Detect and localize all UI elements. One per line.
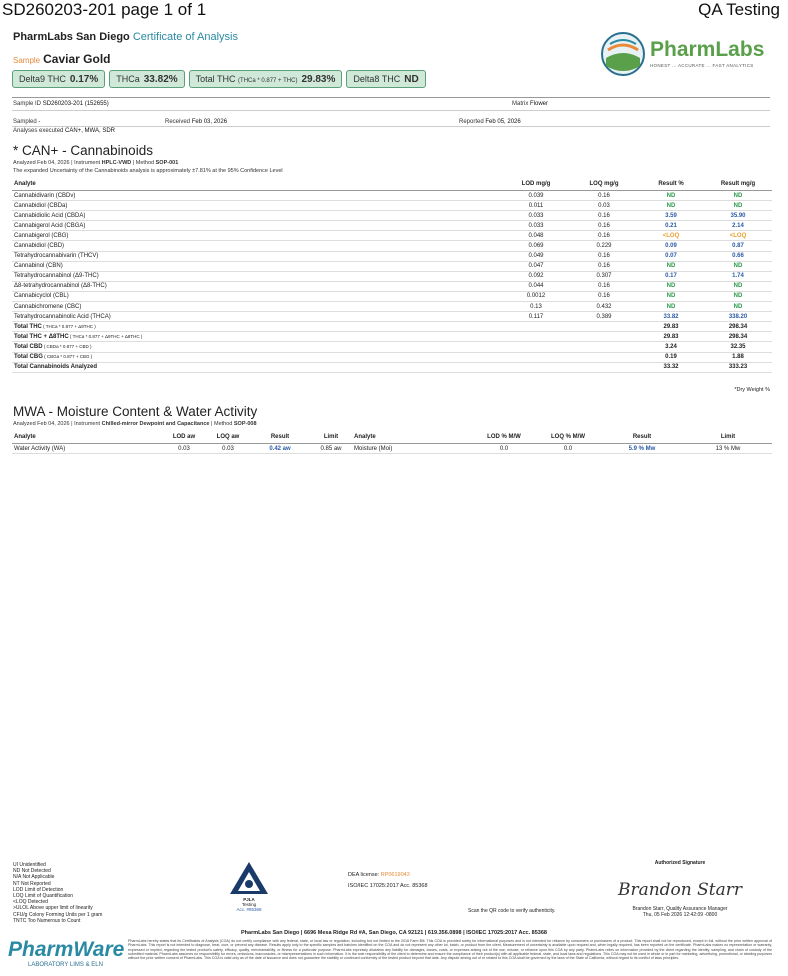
result-percent: ND bbox=[638, 302, 704, 312]
lod-value bbox=[502, 322, 570, 332]
pjla-sub: Testing bbox=[241, 902, 257, 907]
table-row bbox=[12, 291, 772, 301]
mwa-cell: 0.42 aw bbox=[250, 444, 310, 454]
pill-label: Delta9 THC bbox=[19, 74, 66, 84]
loq-value bbox=[570, 352, 638, 362]
signature-script: Brandon Starr bbox=[617, 880, 743, 900]
dry-weight-note: *Dry Weight % bbox=[734, 387, 770, 393]
table-row bbox=[12, 281, 772, 291]
total-row bbox=[12, 332, 772, 342]
sample-id bbox=[13, 101, 109, 107]
lab-name: PharmLabs San Diego bbox=[13, 31, 130, 43]
loq-value: 0.16 bbox=[570, 281, 638, 291]
mwa-cell: 0.03 bbox=[206, 444, 250, 454]
mwa-cell: Moisture (Moi) bbox=[352, 444, 472, 454]
analyte-name: Tetrahydrocannabivarin (THCV) bbox=[12, 251, 502, 261]
mwa-cell: 0.0 bbox=[472, 444, 536, 454]
potency-pill bbox=[109, 70, 184, 88]
mwa-instrument-label: Instrument bbox=[74, 421, 101, 427]
mwa-cell: 0.0 bbox=[536, 444, 600, 454]
divider bbox=[12, 97, 770, 98]
can-instrument: HPLC-VWD bbox=[101, 160, 132, 166]
result-percent: ND bbox=[638, 281, 704, 291]
total-name: Total THC bbox=[14, 323, 42, 330]
total-formula: ( THCa * 0.877 + Δ9THC ) bbox=[41, 323, 96, 329]
total-percent: 29.83 bbox=[638, 322, 704, 332]
loq-value: 0.03 bbox=[570, 201, 638, 211]
lod-value: 0.047 bbox=[502, 261, 570, 271]
result-mg-g: ND bbox=[704, 302, 772, 312]
loq-value: 0.16 bbox=[570, 221, 638, 231]
sampled-value: - bbox=[38, 119, 41, 125]
can-instrument-label: Instrument bbox=[74, 160, 101, 166]
report-id-page: SD260203-201 page 1 of 1 bbox=[2, 0, 207, 19]
analyte-name: Tetrahydrocannabinol (Δ9-THC) bbox=[12, 271, 502, 281]
can-method-label: Method bbox=[135, 160, 155, 166]
total-mg-g: 298.34 bbox=[704, 322, 772, 332]
mwa-analysis-info: Analyzed Feb 04, 2026 | Instrument Chilled-mirror Dewpoint and Capacitance | Method SOP-008 bbox=[13, 421, 257, 427]
lod-value: 0.048 bbox=[502, 231, 570, 241]
loq-value: 0.16 bbox=[570, 261, 638, 271]
lod-value: 0.011 bbox=[502, 201, 570, 211]
column-header: LOD mg/g bbox=[502, 178, 570, 191]
loq-value: 0.16 bbox=[570, 191, 638, 201]
pjla-triangle-icon bbox=[228, 860, 270, 896]
signature-date: Thu, 05 Feb 2026 12:42:09 -0800 bbox=[642, 912, 718, 918]
analyte-name: Δ8-tetrahydrocannabinol (Δ8-THC) bbox=[12, 281, 502, 291]
analyte-name: Cannabicyclol (CBL) bbox=[12, 291, 502, 301]
pill-label: Delta8 THC bbox=[353, 74, 401, 84]
total-name: Total Cannabinoids Analyzed bbox=[14, 364, 98, 371]
dea-value: RP0619043 bbox=[380, 872, 410, 878]
legend-item: NT Not Reported bbox=[13, 880, 51, 887]
matrix-label: Matrix bbox=[512, 101, 529, 107]
total-label bbox=[12, 332, 502, 342]
result-mg-g: 0.66 bbox=[704, 251, 772, 261]
legend-item: >ULOL Above upper limit of linearity bbox=[13, 905, 93, 912]
can-analysis-info: Analyzed Feb 04, 2026 | Instrument HPLC-VWD | Method SOP-001 bbox=[13, 160, 179, 166]
pill-value: 33.82% bbox=[143, 74, 178, 85]
column-header: Analyte bbox=[12, 431, 162, 444]
table-row bbox=[12, 261, 772, 271]
total-name: Total CBD bbox=[14, 343, 43, 350]
can-analyzed: Analyzed Feb 04, 2026 bbox=[13, 160, 70, 166]
total-formula: ( CBGa * 0.877 + CBG ) bbox=[42, 354, 93, 360]
column-header: LOD aw bbox=[162, 431, 206, 444]
total-row bbox=[12, 362, 772, 372]
qr-verify-text: Scan the QR code to verify authenticity. bbox=[468, 908, 556, 914]
result-mg-g: 35.90 bbox=[704, 211, 772, 221]
pharmlabs-logo bbox=[598, 30, 773, 78]
lod-value: 0.117 bbox=[502, 312, 570, 322]
table-row bbox=[12, 444, 772, 454]
analyte-name: Cannabidiol (CBD) bbox=[12, 241, 502, 251]
lod-value: 0.044 bbox=[502, 281, 570, 291]
sample-name: Caviar Gold bbox=[43, 52, 111, 66]
mwa-method: SOP-008 bbox=[233, 421, 257, 427]
column-header: Result % bbox=[638, 178, 704, 191]
column-header: Analyte bbox=[12, 178, 502, 191]
logo-tagline: HONEST ... ACCURATE ... FAST ANALYTICS bbox=[650, 63, 754, 68]
total-row bbox=[12, 322, 772, 332]
sample-id-value: SD260203-201 (152655) bbox=[42, 101, 109, 107]
signature-title: Authorized Signature bbox=[654, 860, 706, 866]
result-percent: ND bbox=[638, 201, 704, 211]
result-mg-g: 0.87 bbox=[704, 241, 772, 251]
result-mg-g: 1.74 bbox=[704, 271, 772, 281]
total-label bbox=[12, 322, 502, 332]
table-row bbox=[12, 221, 772, 231]
divider bbox=[12, 126, 770, 127]
pharmware-logo bbox=[8, 938, 125, 974]
loq-value: 0.16 bbox=[570, 291, 638, 301]
column-header: Result bbox=[250, 431, 310, 444]
result-mg-g: <LOQ bbox=[704, 231, 772, 241]
lod-value bbox=[502, 332, 570, 342]
lod-value: 0.033 bbox=[502, 211, 570, 221]
received-label: Received bbox=[165, 119, 191, 125]
lod-value: 0.039 bbox=[502, 191, 570, 201]
loq-value: 0.432 bbox=[570, 302, 638, 312]
table-row bbox=[12, 271, 772, 281]
pill-label: THCa bbox=[116, 74, 140, 84]
table-row bbox=[12, 211, 772, 221]
total-row bbox=[12, 342, 772, 352]
legend-item: LOD Limit of Detection bbox=[13, 886, 64, 893]
lod-value bbox=[502, 362, 570, 372]
analyses-label: Analyses executed bbox=[13, 128, 64, 134]
legend-item: <LOQ Detected bbox=[13, 899, 48, 906]
abbreviation-legend bbox=[13, 862, 102, 924]
total-formula: ( THCa * 0.877 + Δ9THC + Δ8THC ) bbox=[68, 333, 143, 339]
logo-brand-text: PharmLabs bbox=[650, 38, 765, 61]
analyses-executed bbox=[13, 128, 115, 134]
pill-value: ND bbox=[404, 74, 419, 85]
loq-value: 0.16 bbox=[570, 211, 638, 221]
legend-item: N/A Not Applicable bbox=[13, 874, 55, 881]
column-header: Limit bbox=[684, 431, 772, 444]
loq-value bbox=[570, 332, 638, 342]
pharmware-name: PharmWare bbox=[8, 938, 125, 961]
total-name: Total THC + Δ8THC bbox=[14, 333, 69, 340]
total-formula: ( CBDa * 0.877 + CBD ) bbox=[42, 343, 92, 349]
mwa-cell: 0.85 aw bbox=[310, 444, 352, 454]
total-mg-g: 298.34 bbox=[704, 332, 772, 342]
signature-block bbox=[610, 860, 750, 918]
mwa-table bbox=[12, 431, 772, 454]
analyte-name: Cannabidivarin (CBDv) bbox=[12, 191, 502, 201]
result-percent: ND bbox=[638, 291, 704, 301]
sample-id-label: Sample ID bbox=[13, 101, 42, 107]
column-header: LOQ mg/g bbox=[570, 178, 638, 191]
loq-value: 0.16 bbox=[570, 251, 638, 261]
total-mg-g: 1.88 bbox=[704, 352, 772, 362]
potency-pill bbox=[346, 70, 425, 88]
total-percent: 33.32 bbox=[638, 362, 704, 372]
loq-value: 0.229 bbox=[570, 241, 638, 251]
lod-value bbox=[502, 352, 570, 362]
lod-value bbox=[502, 342, 570, 352]
table-row bbox=[12, 312, 772, 322]
column-header: Limit bbox=[310, 431, 352, 444]
table-header-row bbox=[12, 178, 772, 191]
result-percent: 0.17 bbox=[638, 271, 704, 281]
doc-type: Certificate of Analysis bbox=[132, 31, 238, 43]
lod-value: 0.092 bbox=[502, 271, 570, 281]
table-row bbox=[12, 201, 772, 211]
reported bbox=[459, 119, 521, 125]
received bbox=[165, 119, 227, 125]
iso-accreditation: ISO/IEC 17025:2017 Acc. 85368 bbox=[348, 883, 428, 889]
mwa-analyzed: Analyzed Feb 04, 2026 bbox=[13, 421, 70, 427]
loq-value bbox=[570, 322, 638, 332]
result-percent: 3.59 bbox=[638, 211, 704, 221]
pjla-name: PJLA bbox=[243, 897, 255, 902]
loq-value: 0.389 bbox=[570, 312, 638, 322]
pjla-accreditation bbox=[228, 860, 270, 918]
pill-value: 0.17% bbox=[69, 74, 99, 85]
column-header: LOQ aw bbox=[206, 431, 250, 444]
loq-value bbox=[570, 362, 638, 372]
column-header: Analyte bbox=[352, 431, 472, 444]
mwa-instrument: Chilled-mirror Dewpoint and Capacitance bbox=[101, 421, 210, 427]
analyte-name: Cannabinol (CBN) bbox=[12, 261, 502, 271]
column-header: LOQ % M/W bbox=[536, 431, 600, 444]
analyte-name: Tetrahydrocannabinolic Acid (THCA) bbox=[12, 312, 502, 322]
result-percent: 33.82 bbox=[638, 312, 704, 322]
potency-summary bbox=[12, 70, 426, 88]
pharmlabs-globe-icon bbox=[598, 30, 648, 78]
result-mg-g: ND bbox=[704, 261, 772, 271]
legend-item: ND Not Detected bbox=[13, 868, 51, 875]
total-percent: 29.83 bbox=[638, 332, 704, 342]
report-status: QA Testing bbox=[698, 0, 780, 19]
table-row bbox=[12, 251, 772, 261]
report-header-bar bbox=[0, 0, 788, 22]
divider bbox=[12, 110, 770, 111]
result-mg-g: ND bbox=[704, 191, 772, 201]
total-name: Total CBG bbox=[14, 354, 43, 361]
result-percent: 0.09 bbox=[638, 241, 704, 251]
reported-value: Feb 05, 2026 bbox=[485, 119, 521, 125]
lod-value: 0.069 bbox=[502, 241, 570, 251]
legend-item: TNTC Too Numerous to Count bbox=[13, 917, 81, 924]
lod-value: 0.0012 bbox=[502, 291, 570, 301]
sampled-label: Sampled bbox=[13, 119, 37, 125]
analyte-name: Cannabichromene (CBC) bbox=[12, 302, 502, 312]
signer-name: Brandon Starr, Quality Assurance Manager bbox=[632, 906, 728, 912]
mwa-cell: 0.03 bbox=[162, 444, 206, 454]
analyte-name: Cannabigerol (CBG) bbox=[12, 231, 502, 241]
total-label bbox=[12, 342, 502, 352]
loq-value bbox=[570, 342, 638, 352]
analyses-value: CAN+, MWA, SDR bbox=[65, 128, 115, 134]
lod-value: 0.13 bbox=[502, 302, 570, 312]
column-header: LOD % M/W bbox=[472, 431, 536, 444]
reported-label: Reported bbox=[459, 119, 484, 125]
result-mg-g: 338.20 bbox=[704, 312, 772, 322]
result-percent: 0.21 bbox=[638, 221, 704, 231]
can-section-title: * CAN+ - Cannabinoids bbox=[13, 143, 153, 158]
analyte-name: Cannabidiolic Acid (CBDA) bbox=[12, 211, 502, 221]
pill-value: 29.83% bbox=[301, 74, 336, 85]
potency-pill bbox=[12, 70, 105, 88]
result-mg-g: ND bbox=[704, 281, 772, 291]
mwa-cell: 5.9 % Mw bbox=[600, 444, 684, 454]
result-mg-g: 2.14 bbox=[704, 221, 772, 231]
matrix-value: Flower bbox=[530, 101, 549, 107]
result-mg-g: ND bbox=[704, 291, 772, 301]
can-uncertainty: The expanded Uncertainty of the Cannabinoids analysis is approximately ±7.81% at the 95% Confidence Level bbox=[13, 168, 283, 174]
disclaimer-text: PharmLabs hereby states that its Certificates of Analysis (COA) do not certify compliance with any federal, state, or local law or regulation, including but not limited to the 2018 Farm Bill. This COA is provided solely for informational purposes and is not intended for reliance by consumers or purchasers of a product. This report shall not be reproduced, except in full, without the prior written approval of PharmLabs. This report is not intended to diagnose, treat, cure, or prevent any disease. Results apply only to the specific samples and batches identified on the COA and do not represent any other lot, batch, or product from the client. Measurement of uncertainty is available upon request and, when legally required, has been reported on the certificate. PharmLabs makes no representation or warranty, expressed or implied, regarding the tested product's safety, efficacy, quality, merchantability, or fitness for a particular purpose. PharmLabs expressly disclaims any liability for damages, losses, costs, or expenses arising out of the use, misuse, or reliance upon this COA by any party. PharmLabs relies on information provided by the client regarding the identity, sampling, and chain of custody of the submitted material. PharmLabs assumes no responsibility for errors, omissions, inaccuracies, or misrepresentations in such information. It is the sole responsibility of the client to determine and ensure the compliance of their product(s) with all applicable federal, state, and local laws and regulations. This COA may not be used in whole or in part for marketing, advertising, promotional, or labeling purposes without the prior written consent of PharmLabs. This COA is valid only as of the date of issuance and does not guarantee the stability or continued conformity of the tested product beyond that date. Any dispute arising out of or related to this COA shall be governed by the laws of the State of California, without regard to its conflict of laws principles. bbox=[128, 939, 772, 961]
legend-item: LOQ Limit of Quantification bbox=[13, 893, 74, 900]
mwa-section-title: MWA - Moisture Content & Water Activity bbox=[13, 404, 258, 419]
matrix bbox=[512, 101, 548, 107]
pharmware-sub: LABORATORY LIMS & ELN bbox=[28, 962, 103, 968]
total-label bbox=[12, 352, 502, 362]
potency-pill bbox=[189, 70, 343, 88]
result-mg-g: ND bbox=[704, 201, 772, 211]
column-header: Result bbox=[600, 431, 684, 444]
received-value: Feb 03, 2026 bbox=[191, 119, 228, 125]
legend-item: UI Unidentified bbox=[13, 862, 46, 868]
logo-brand bbox=[650, 38, 764, 62]
can-method: SOP-001 bbox=[155, 160, 179, 166]
lod-value: 0.049 bbox=[502, 251, 570, 261]
lod-value: 0.033 bbox=[502, 221, 570, 231]
total-mg-g: 32.35 bbox=[704, 342, 772, 352]
loq-value: 0.307 bbox=[570, 271, 638, 281]
total-mg-g: 333.23 bbox=[704, 362, 772, 372]
sample-line bbox=[13, 52, 110, 66]
total-row bbox=[12, 352, 772, 362]
legend-item: CFU/g Colony Forming Units per 1 gram bbox=[13, 911, 103, 918]
analyte-name: Cannabigerol Acid (CBGA) bbox=[12, 221, 502, 231]
analyte-name: Cannabidiol (CBDa) bbox=[12, 201, 502, 211]
pill-formula: (THCa * 0.877 + THC) bbox=[238, 78, 298, 84]
result-percent: ND bbox=[638, 261, 704, 271]
total-percent: 3.24 bbox=[638, 342, 704, 352]
dea-label: DEA license: bbox=[348, 872, 380, 878]
lab-heading bbox=[13, 31, 238, 43]
mwa-cell: 13 % Mw bbox=[684, 444, 772, 454]
table-header-row bbox=[12, 431, 772, 444]
cannabinoids-table bbox=[12, 178, 772, 373]
pill-label: Total THC bbox=[195, 74, 236, 84]
table-row bbox=[12, 231, 772, 241]
total-label bbox=[12, 362, 502, 372]
loq-value: 0.16 bbox=[570, 231, 638, 241]
lab-address: PharmLabs San Diego | 6696 Mesa Ridge Rd #A, San Diego, CA 92121 | 619.356.0898 | ISO/IEC 17025:2017 Acc. 85368 bbox=[241, 930, 547, 936]
dea-license bbox=[348, 870, 428, 892]
sampled bbox=[13, 119, 40, 125]
pjla-acc: Acc. #85368 bbox=[236, 907, 262, 912]
table-row bbox=[12, 191, 772, 201]
total-percent: 0.19 bbox=[638, 352, 704, 362]
mwa-method-label: Method bbox=[213, 421, 233, 427]
result-percent: <LOQ bbox=[638, 231, 704, 241]
column-header: Result mg/g bbox=[704, 178, 772, 191]
table-row bbox=[12, 241, 772, 251]
mwa-cell: Water Activity (WA) bbox=[12, 444, 162, 454]
table-row bbox=[12, 302, 772, 312]
sample-tag: Sample bbox=[13, 56, 41, 65]
result-percent: ND bbox=[638, 191, 704, 201]
result-percent: 0.07 bbox=[638, 251, 704, 261]
